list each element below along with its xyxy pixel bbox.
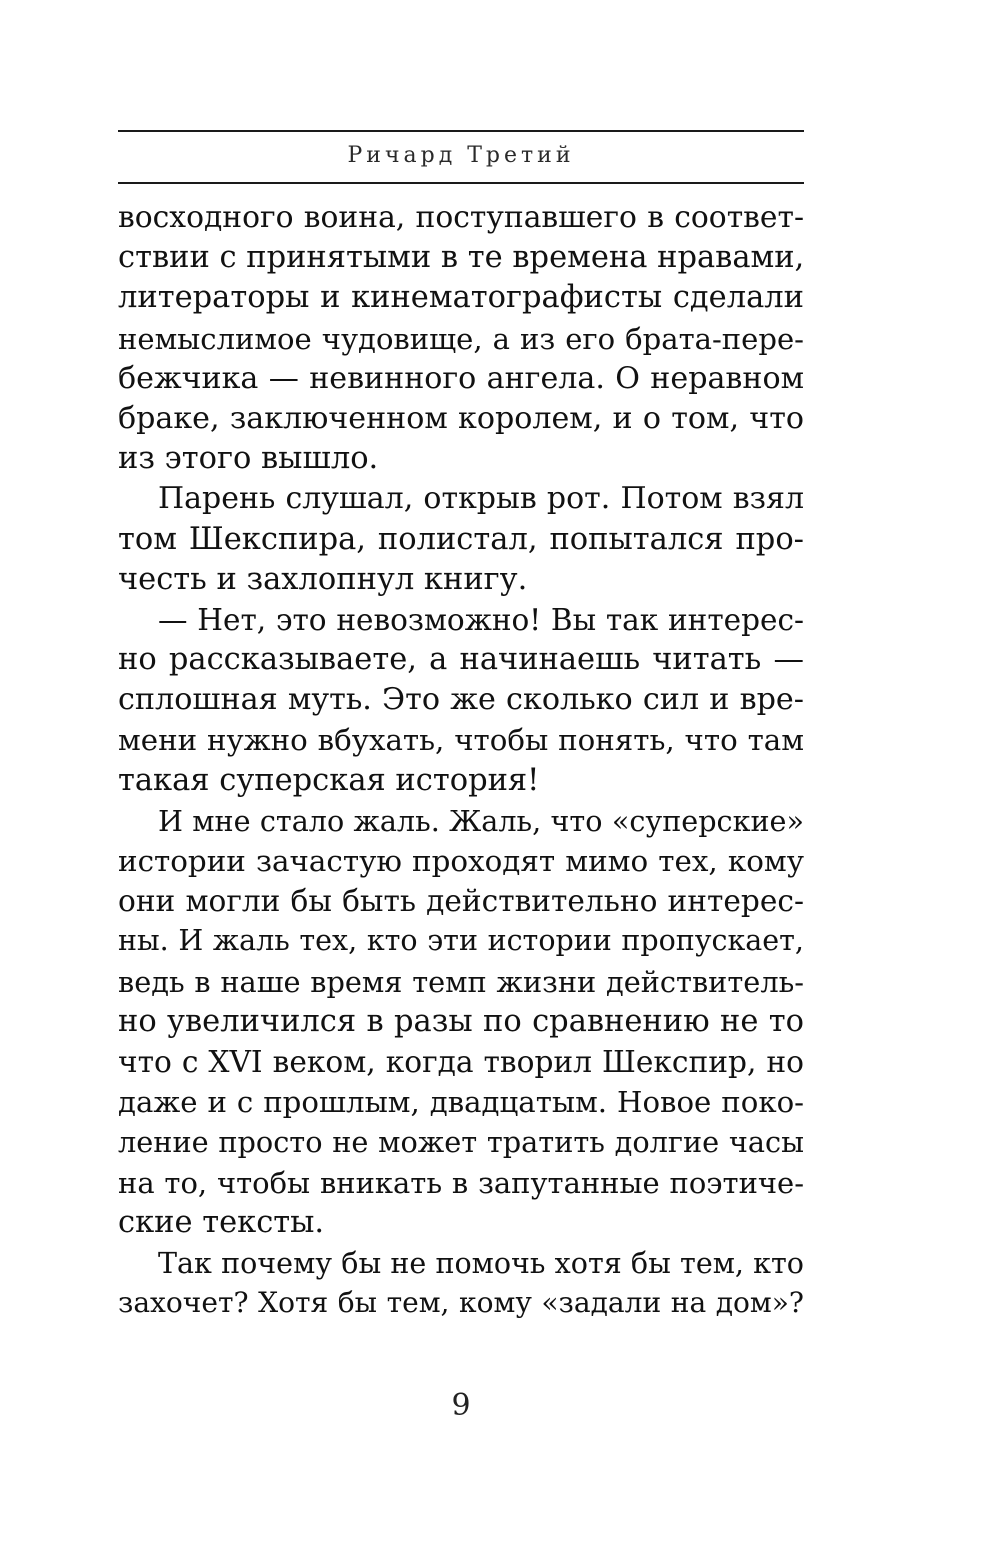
text-line: они могли бы быть действительно интерес- — [118, 884, 804, 919]
text-line: ствии с принятыми в те времена нравами, — [118, 240, 805, 276]
text-line: но рассказываете, а начинаешь читать — — [118, 642, 804, 678]
text-line: даже и с прошлым, двадцатым. Новое поко- — [118, 1085, 804, 1120]
text-line: ны. И жаль тех, кто эти истории пропускает, — [118, 924, 804, 958]
text-line: на то, чтобы вникать в запутанные поэтиче- — [118, 1165, 804, 1200]
header-rule-bottom — [118, 182, 804, 184]
text-line: немыслимое чудовище, а из его брата-пере- — [118, 321, 804, 356]
text-line: том Шекспира, полистал, попытался про- — [118, 521, 804, 557]
text-line: ские тексты. — [118, 1204, 325, 1240]
text-line: бежчика — невинного ангела. О неравном — [118, 360, 804, 396]
text-line: ление просто не может тратить долгие часы — [118, 1125, 804, 1160]
text-line: сплошная муть. Это же сколько сил и вре- — [118, 682, 804, 718]
paragraph — [118, 479, 804, 600]
text-line: но увеличился в разы по сравнению не то — [118, 1003, 804, 1039]
paragraph — [118, 801, 804, 1243]
text-line: захочет? Хотя бы тем, кому «задали на дом»? — [118, 1286, 804, 1320]
text-line: И мне стало жаль. Жаль, что «суперские» — [158, 803, 804, 838]
paragraph — [118, 1243, 804, 1323]
page-number: 9 — [451, 1388, 471, 1423]
text-line: Так почему бы не помочь хотя бы тем, кто — [158, 1245, 804, 1280]
body-text — [118, 198, 804, 1323]
text-line: честь и захлопнул книгу. — [118, 561, 528, 597]
text-line: мени нужно вбухать, чтобы понять, что там — [118, 723, 804, 758]
paragraph — [118, 198, 804, 479]
header-rule-top — [118, 130, 804, 132]
text-line: ведь в наше время темп жизни действитель- — [118, 964, 804, 999]
text-line: что с XVI веком, когда творил Шекспир, но — [118, 1043, 804, 1079]
text-line: литераторы и кинематографисты сделали — [118, 280, 804, 316]
text-line: браке, заключенном королем, и о том, что — [118, 400, 804, 436]
text-line: из этого вышло. — [118, 441, 379, 477]
paragraph — [118, 600, 804, 801]
text-line: — Нет, это невозможно! Вы так интерес- — [158, 602, 804, 637]
running-head-title: Ричард Третий — [347, 143, 575, 168]
text-line: такая суперская история! — [118, 762, 540, 798]
text-line: Парень слушал, открыв рот. Потом взял — [158, 481, 804, 517]
text-line: истории зачастую проходят мимо тех, кому — [118, 844, 804, 878]
text-line: восходного воина, поступавшего в соответ- — [118, 200, 804, 235]
